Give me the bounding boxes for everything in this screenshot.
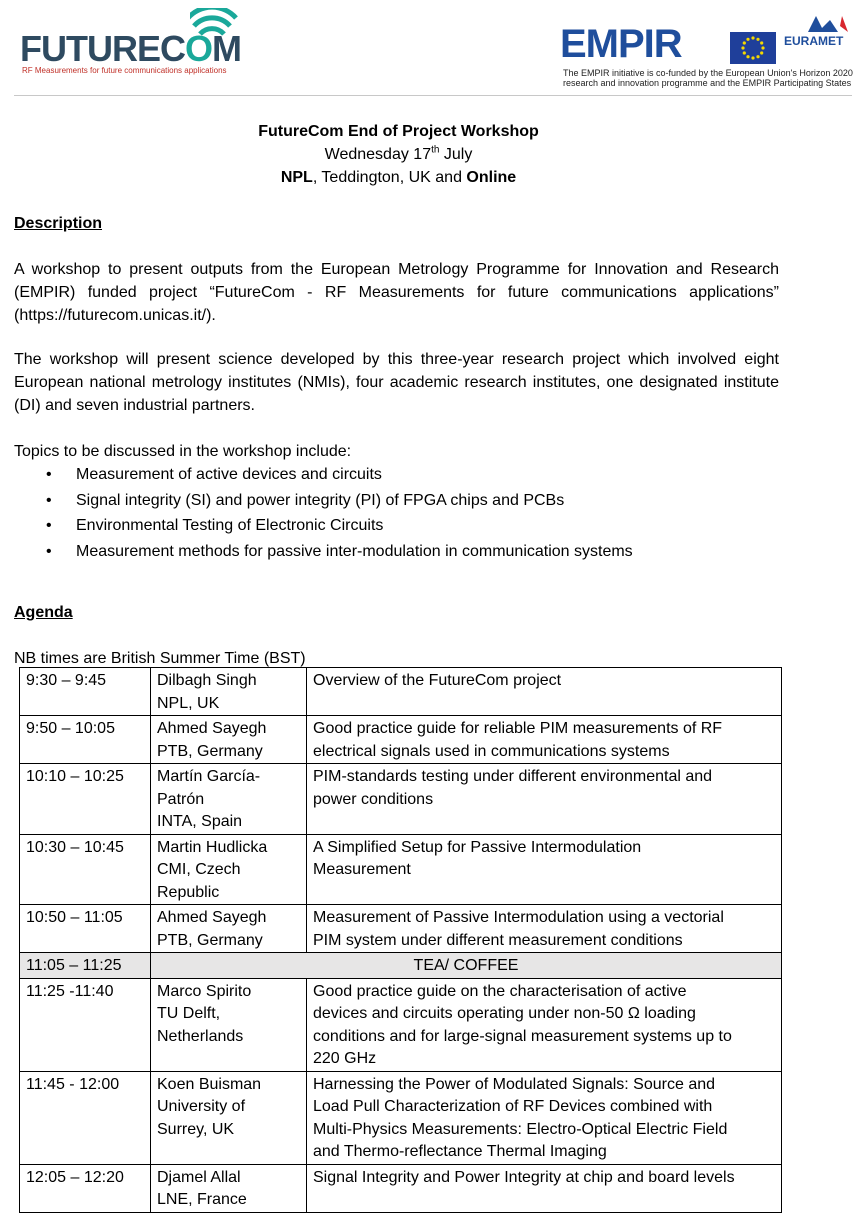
table-row (20, 764, 782, 835)
bullet-icon: • (46, 492, 52, 509)
futurecom-wordmark-pre: FUTUREC (20, 28, 185, 69)
table-row (20, 978, 782, 1071)
futurecom-tagline: RF Measurements for future communications applications (22, 66, 227, 75)
workshop-date (0, 143, 797, 166)
agenda-heading: Agenda (14, 604, 73, 621)
header-divider (14, 95, 852, 96)
agenda-table (19, 667, 782, 1213)
agenda-speaker: Koen Buisman University of Surrey, UK (151, 1071, 307, 1164)
agenda-time: 12:05 – 12:20 (20, 1164, 151, 1212)
agenda-time: 10:10 – 10:25 (20, 764, 151, 835)
location-npl: NPL (280, 169, 313, 186)
eu-flag-icon (730, 32, 776, 64)
agenda-time: 9:30 – 9:45 (20, 668, 151, 716)
agenda-topic: Good practice guide for reliable PIM measurements of RF electrical signals used in communications systems (307, 716, 782, 764)
bullet-icon: • (46, 517, 52, 534)
futurecom-logo (20, 8, 250, 74)
topic-item: Signal integrity (SI) and power integrity (PI) of FPGA chips and PCBs (76, 492, 565, 509)
table-row (20, 834, 782, 905)
agenda-speaker: Dilbagh Singh NPL, UK (151, 668, 307, 716)
topic-item: Measurement methods for passive inter-modulation in communication systems (76, 543, 633, 560)
agenda-time: 11:05 – 11:25 (20, 953, 151, 979)
agenda-speaker: Marco Spirito TU Delft, Netherlands (151, 978, 307, 1071)
agenda-topic: Measurement of Passive Intermodulation using a vectorial PIM system under different measurement conditions (307, 905, 782, 953)
date-post: July (439, 146, 473, 163)
agenda-topic: A Simplified Setup for Passive Intermodulation Measurement (307, 834, 782, 905)
agenda-time: 9:50 – 10:05 (20, 716, 151, 764)
bullet-icon: • (46, 466, 52, 483)
agenda-speaker: Martín García- Patrón INTA, Spain (151, 764, 307, 835)
table-row (20, 1164, 782, 1212)
description-paragraph-1: A workshop to present outputs from the European Metrology Programme for Innovation and Research (EMPIR) funded project “FutureCom - RF Measurements for future communications applications” (https://futurecom.unicas.it/). (14, 261, 779, 324)
table-row (20, 716, 782, 764)
table-row (20, 1071, 782, 1164)
empir-note-line-1: The EMPIR initiative is co-funded by the European Union's Horizon 2020 (563, 68, 853, 78)
empir-wordmark: EMPIR (560, 22, 682, 66)
date-sup: th (431, 144, 440, 156)
location-online: Online (466, 169, 517, 186)
bullet-icon: • (46, 543, 52, 560)
table-row-break (20, 953, 782, 979)
workshop-location (0, 166, 797, 189)
table-row (20, 905, 782, 953)
agenda-speaker: Djamel Allal LNE, France (151, 1164, 307, 1212)
wifi-signal-icon (190, 8, 242, 48)
description-heading: Description (14, 215, 103, 232)
topic-item: Environmental Testing of Electronic Circuits (76, 517, 384, 534)
agenda-time: 11:45 - 12:00 (20, 1071, 151, 1164)
agenda-topic: Harnessing the Power of Modulated Signals: Source and Load Pull Characterization of RF Devices combined with Multi-Physics Measurements: Electro-Optical Electric Field and Thermo-reflectance Thermal Imaging (307, 1071, 782, 1164)
location-mid: , Teddington, UK and (312, 169, 467, 186)
agenda-timezone-note: NB times are British Summer Time (BST) (14, 650, 306, 667)
empir-funding-note (563, 68, 855, 88)
agenda-topic: PIM-standards testing under different environmental and power conditions (307, 764, 782, 835)
agenda-break-label: TEA/ COFFEE (151, 953, 782, 979)
agenda-speaker: Ahmed Sayegh PTB, Germany (151, 905, 307, 953)
agenda-speaker: Ahmed Sayegh PTB, Germany (151, 716, 307, 764)
date-pre: Wednesday 17 (324, 146, 432, 163)
empir-logo-block (560, 8, 855, 88)
workshop-title: FutureCom End of Project Workshop (258, 123, 539, 140)
agenda-time: 10:50 – 11:05 (20, 905, 151, 953)
topic-item: Measurement of active devices and circuits (76, 466, 382, 483)
empir-note-line-2: research and innovation programme and the EMPIR Participating States (563, 78, 852, 88)
topics-intro: Topics to be discussed in the workshop include: (14, 443, 352, 460)
futurecom-wordmark-o: O (184, 28, 212, 69)
agenda-time: 10:30 – 10:45 (20, 834, 151, 905)
agenda-topic: Signal Integrity and Power Integrity at chip and board levels (307, 1164, 782, 1212)
agenda-topic: Good practice guide on the characterisation of active devices and circuits operating under non-50 Ω loading conditions and for large-signal measurement systems up to 220 GHz (307, 978, 782, 1071)
euramet-wordmark: EURAMET (784, 34, 844, 48)
table-row (20, 668, 782, 716)
futurecom-wordmark-post: M (212, 28, 241, 69)
agenda-time: 11:25 -11:40 (20, 978, 151, 1071)
euramet-logo (782, 14, 852, 66)
description-paragraph-2: The workshop will present science developed by this three-year research project which involved eight European national metrology institutes (NMIs), four academic research institutes, one designated institute (DI) and seven industrial partners. (14, 351, 779, 414)
agenda-speaker: Martin Hudlicka CMI, Czech Republic (151, 834, 307, 905)
agenda-topic: Overview of the FutureCom project (307, 668, 782, 716)
